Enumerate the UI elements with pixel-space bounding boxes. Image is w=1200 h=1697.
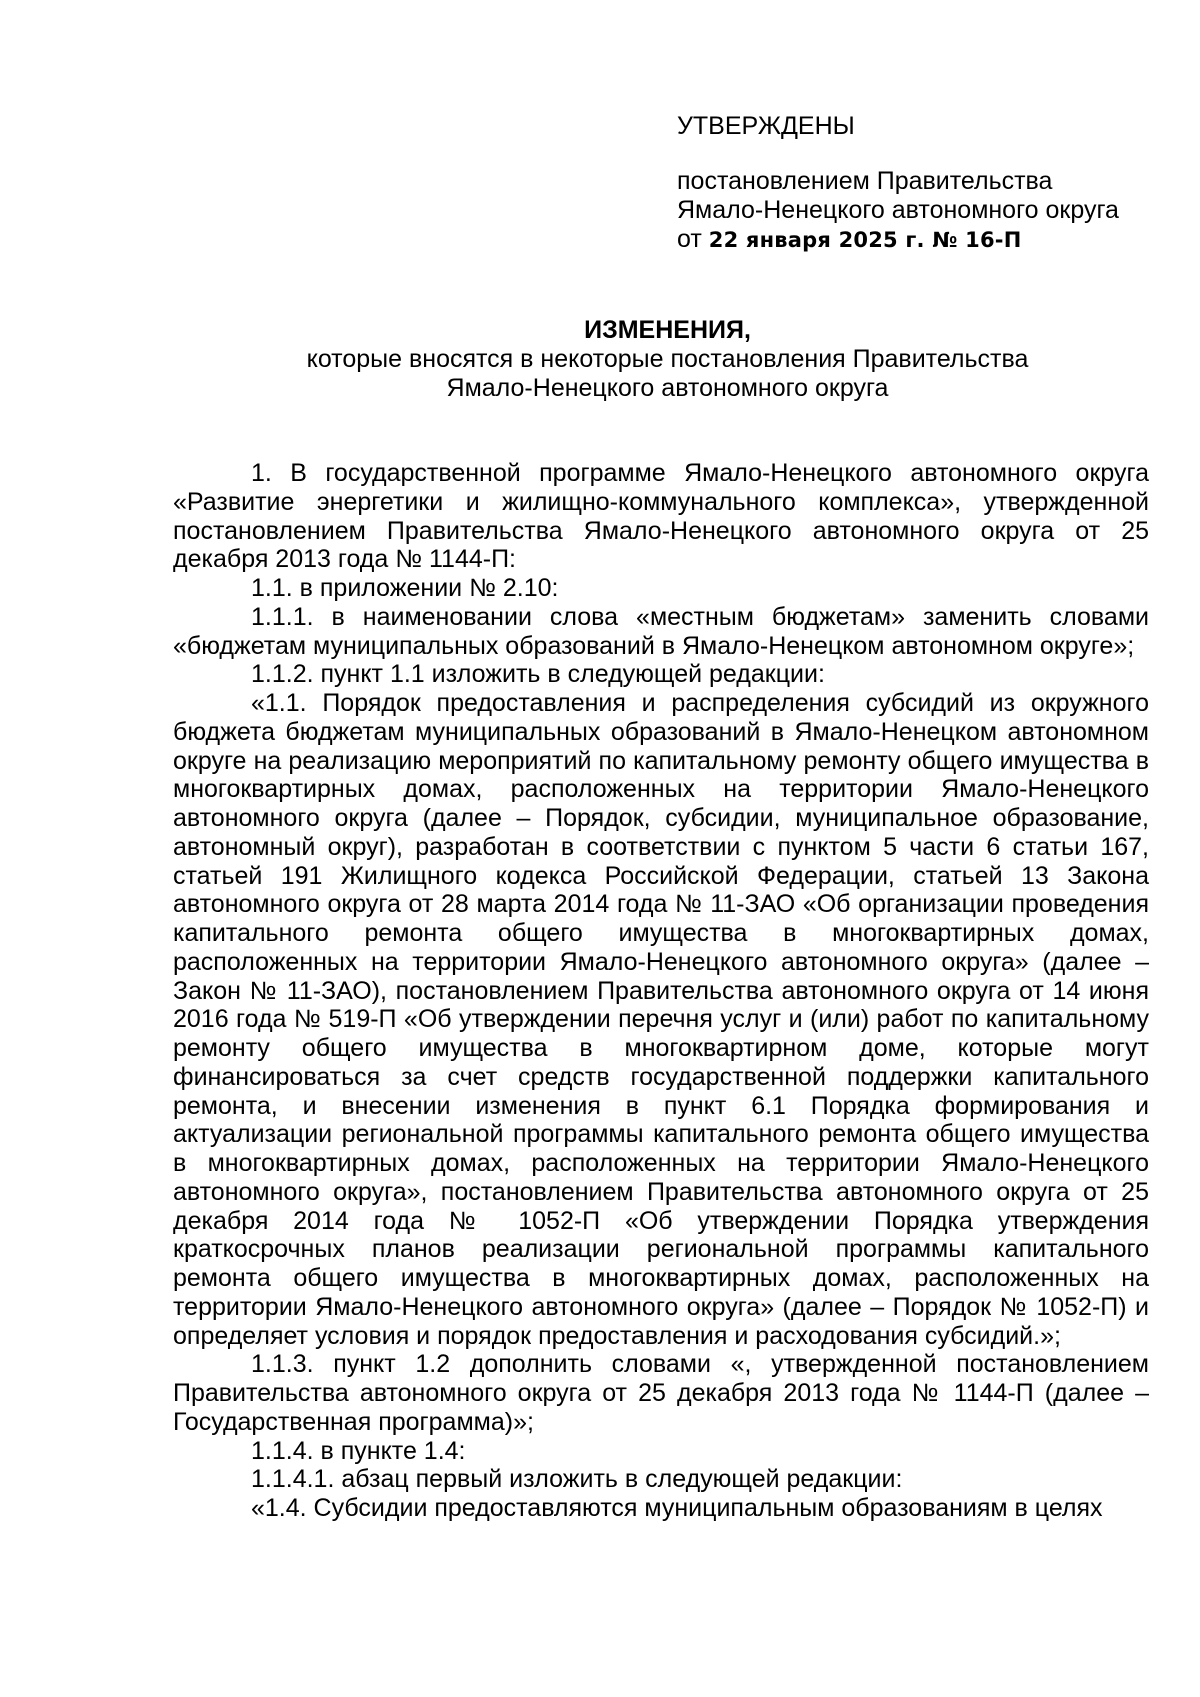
- approval-date-value: 22 января 2025 г. № 16-П: [708, 228, 1022, 252]
- paragraph: 1.1.4.1. абзац первый изложить в следующей редакции:: [251, 1465, 903, 1494]
- title-subtitle-2: Ямало-Ненецкого автономного округа: [446, 374, 889, 402]
- document-body: [173, 459, 1149, 1523]
- paragraph: «1.1. Порядок предоставления и распределения субсидий из окружного бюджета бюджетам муниципальных образований в Ямало-Ненецком автономном округе на реализацию мероприятий по капитальному ремонту общего имущества в многоквартирных домах, расположенных на территории Ямало-Ненецкого автономного округа (далее – Порядок, субсидии, муниципальное образование, автономный округ), разработан в соответствии с пунктом 5 части 6 статьи 167, статьей 191 Жилищного кодекса Российской Федерации, статьей 13 Закона автономного округа от 28 марта 2014 года № 11-ЗАО «Об организации проведения капитального ремонта общего имущества в многоквартирных домах, расположенных на территории Ямало-Ненецкого автономного округа» (далее – Закон № 11-ЗАО), постановлением Правительства автономного округа от 14 июня 2016 года № 519-П «Об утверждении перечня услуг и (или) работ по капитальному ремонту общего имущества в многоквартирном доме, которые могут финансироваться за счет средств государственной поддержки капитального ремонта, и внесении изменения в пункт 6.1 Порядка формирования и актуализации региональной программы капитального ремонта общего имущества в многоквартирных домах, расположенных на территории Ямало-Ненецкого автономного округа», постановлением Правительства автономного округа от 25 декабря 2014 года № 1052-П «Об утверждении Порядка утверждения краткосрочных планов реализации региональной программы капитального ремонта общего имущества в многоквартирных домах, расположенных на территории Ямало-Ненецкого автономного округа» (далее – Порядок № 1052-П) и определяет условия и порядок предоставления и расходования субсидий.»;: [173, 689, 1149, 1350]
- paragraph: 1.1.3. пункт 1.2 дополнить словами «, утвержденной постановлением Правительства автономного округа от 25 декабря 2013 года № 1144-П (далее – Государственная программа)»;: [173, 1350, 1149, 1436]
- approval-date-line: [677, 225, 1119, 255]
- paragraph: 1.1.2. пункт 1.1 изложить в следующей редакции:: [251, 660, 825, 689]
- title-main: ИЗМЕНЕНИЯ,: [584, 316, 751, 344]
- approval-date-prefix: от: [677, 225, 702, 253]
- paragraph: 1.1.1. в наименовании слова «местным бюджетам» заменить словами «бюджетам муниципальных образований в Ямало-Ненецком автономном округе»;: [173, 602, 1149, 660]
- document-title: [175, 316, 1160, 403]
- approval-stamp: УТВЕРЖДЕНЫ: [677, 112, 855, 140]
- paragraph: 1.1. в приложении № 2.10:: [251, 574, 559, 602]
- paragraph: 1. В государственной программе Ямало-Ненецкого автономного округа «Развитие энергетики и жилищно-коммунального комплекса», утвержденной постановлением Правительства Ямало-Ненецкого автономного округа от 25 декабря 2013 года № 1144-П:: [173, 459, 1149, 574]
- approval-block: [677, 112, 1119, 255]
- approval-line-1: постановлением Правительства: [677, 167, 1053, 195]
- paragraph: 1.1.4. в пункте 1.4:: [251, 1436, 466, 1465]
- paragraph: «1.4. Субсидии предоставляются муниципальным образованиям в целях: [251, 1494, 1103, 1522]
- title-subtitle-1: которые вносятся в некоторые постановления Правительства: [306, 345, 1029, 373]
- approval-line-2: Ямало-Ненецкого автономного округа: [677, 196, 1119, 224]
